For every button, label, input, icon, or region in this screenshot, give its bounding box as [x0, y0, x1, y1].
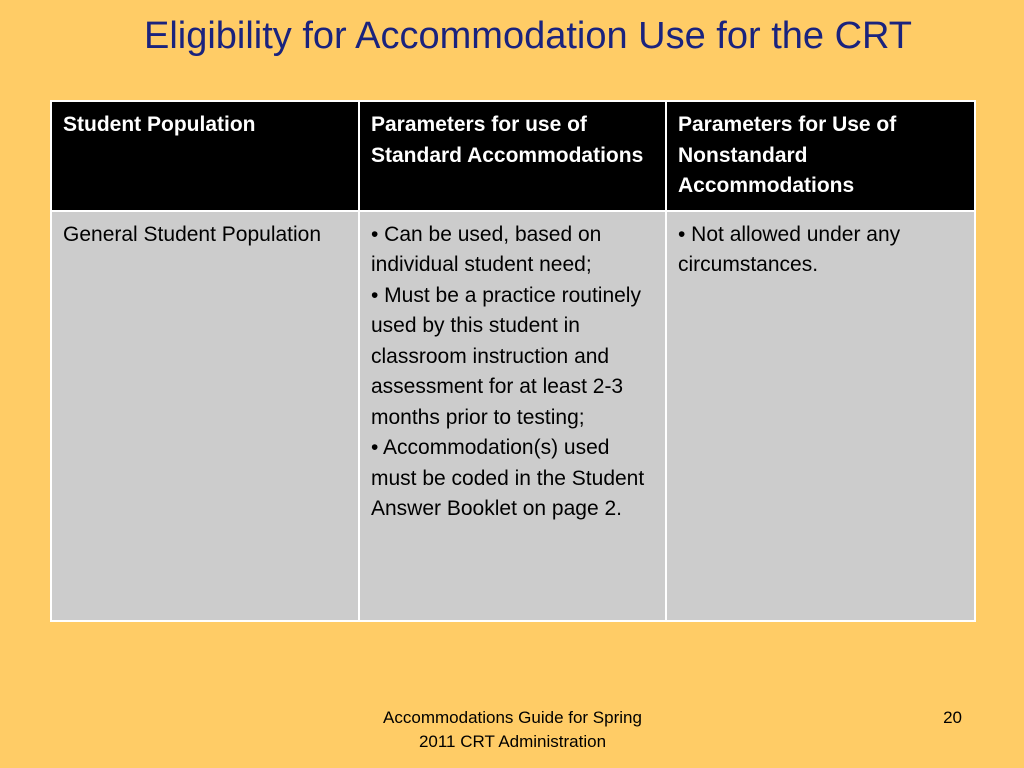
cell-nonstandard-parameters: [666, 211, 975, 621]
standard-bullet: • Accommodation(s) used must be coded in the Student Answer Booklet on page 2.: [371, 436, 645, 520]
cell-population: General Student Population: [51, 211, 359, 621]
table-row: [51, 211, 975, 621]
table-header-row: [51, 101, 975, 211]
cell-standard-parameters: [359, 211, 666, 621]
eligibility-table: [50, 100, 976, 622]
footer-caption: [345, 706, 680, 754]
standard-bullet: • Can be used, based on individual student need;: [371, 222, 602, 276]
page-number: 20: [943, 708, 962, 727]
nonstandard-bullet: • Not allowed under any circumstances.: [678, 222, 901, 276]
standard-bullet: • Must be a practice routinely used by this student in classroom instruction and assessment for at least 2-3 months prior to testing;: [371, 283, 641, 429]
header-nonstandard-accommodations: Parameters for Use of Nonstandard Accommodations: [666, 101, 975, 211]
slide-title: Eligibility for Accommodation Use for the CRT: [143, 15, 913, 57]
footer-line-2: 2011 CRT Administration: [418, 732, 607, 751]
header-student-population: Student Population: [51, 101, 359, 211]
eligibility-table-container: [50, 100, 974, 622]
footer-line-1: Accommodations Guide for Spring: [383, 708, 642, 727]
header-standard-accommodations: Parameters for use of Standard Accommodations: [359, 101, 666, 211]
